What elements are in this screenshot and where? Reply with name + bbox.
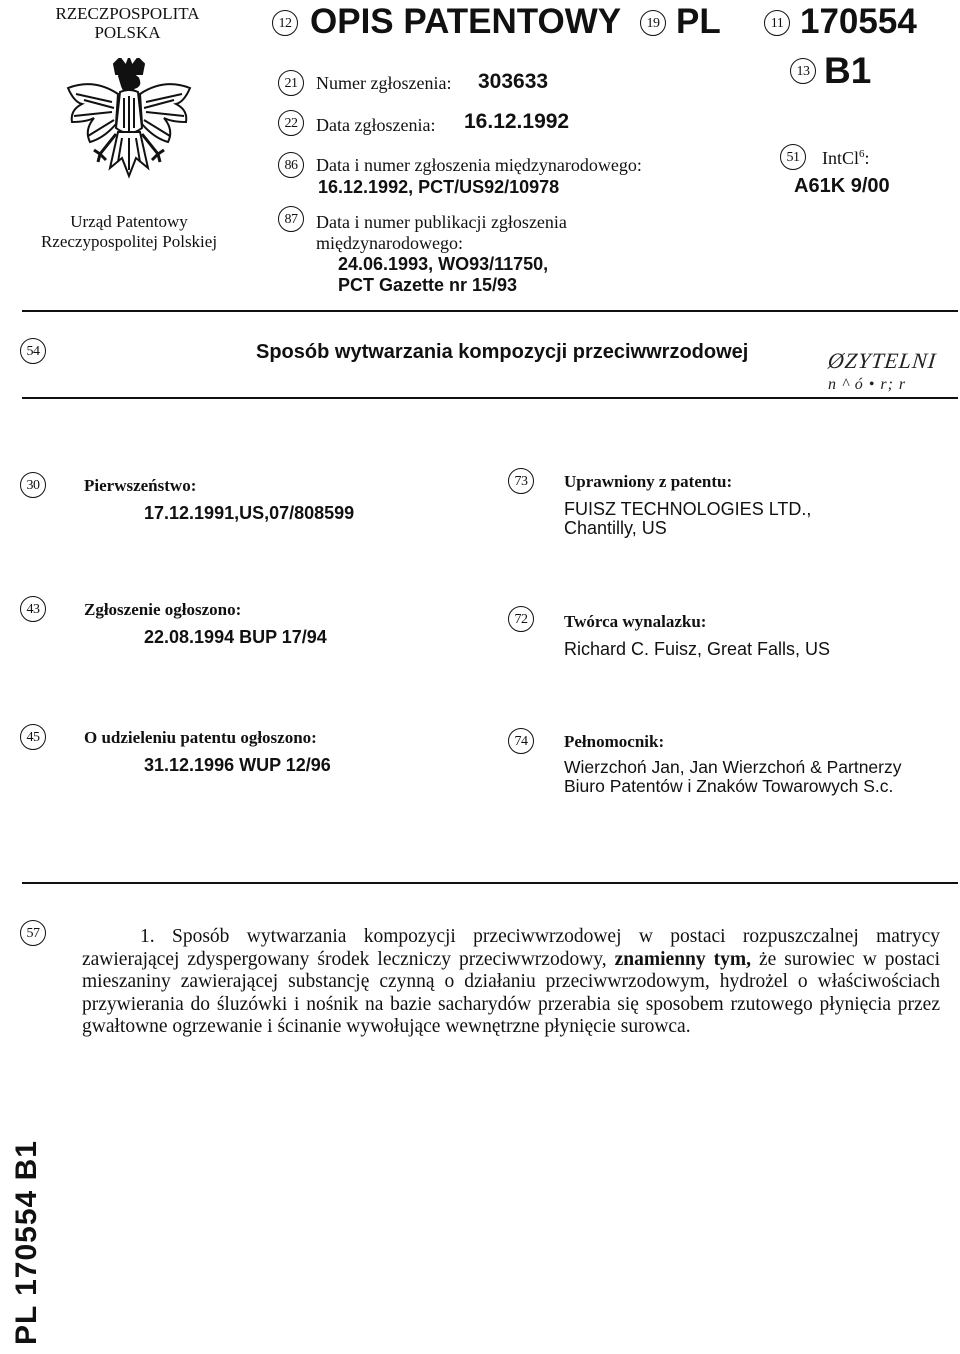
country-line-1: RZECZPOSPOLITA (55, 4, 200, 23)
office-line-2: Rzeczypospolitej Polskiej (40, 232, 218, 251)
inid-code-21: 21 (278, 70, 304, 96)
office-line-1: Urząd Patentowy (70, 212, 188, 231)
patent-number: 170554 (800, 2, 917, 41)
filing-date-label: Data zgłoszenia: (316, 115, 436, 135)
claim-text (82, 926, 940, 1039)
int-class-edition: 6 (859, 148, 865, 160)
inid-code-22: 22 (278, 110, 304, 136)
header-separator (22, 310, 958, 312)
int-class-label-text: IntCl (822, 148, 860, 168)
announcement-value: 22.08.1994 BUP 17/94 (144, 627, 327, 647)
inid-code-54: 54 (20, 338, 46, 364)
invention-title: Sposób wytwarzania kompozycji przeciwwrzodowej (256, 341, 749, 363)
kind-code: B1 (824, 50, 872, 91)
inid-code-11: 11 (764, 10, 790, 36)
biblio-separator (22, 882, 958, 884)
stamp-line-2: n ^ ó • r; r (828, 376, 907, 393)
eagle-emblem-icon (64, 58, 194, 192)
title-separator (22, 397, 958, 399)
priority-value: 17.12.1991,US,07/808599 (144, 503, 355, 523)
int-class-colon: : (864, 148, 870, 168)
application-number: 303633 (478, 70, 549, 93)
inid-code-72: 72 (508, 606, 534, 632)
inid-code-87: 87 (278, 206, 304, 232)
grant-announcement-value: 31.12.1996 WUP 12/96 (144, 755, 331, 775)
inid-code-30: 30 (20, 472, 46, 498)
inid-code-51: 51 (780, 144, 806, 170)
inid-code-13: 13 (790, 58, 816, 84)
library-stamp (828, 350, 948, 396)
claim-text-end: że surowiec w postaci mieszaniny zawierającej substancję czynną o działaniu przeciwwrzodowym, hydrożel o właściwościach przywierania do śluzówki i nośnik na bazie sacharydów przerabia się sposobem rzutowego płynięcia przez gwałtowne ogrzewanie i ścinanie wywołujące wewnętrzne płynięcie surowca. (82, 948, 941, 1038)
side-patent-label: PL 170554 B1 (10, 1140, 43, 1345)
document-title: OPIS PATENTOWY (310, 2, 622, 41)
inventor-value: Richard C. Fuisz, Great Falls, US (564, 639, 831, 659)
intl-publication-label (316, 212, 567, 254)
stamp-line-1: ØZYTELNI (826, 348, 938, 373)
filing-date: 16.12.1992 (464, 110, 570, 133)
attorney-label: Pełnomocnik: (564, 732, 665, 751)
inid-code-74: 74 (508, 728, 534, 754)
inventor-label: Twórca wynalazku: (564, 612, 707, 631)
intl-publication-label-2: międzynarodowego: (316, 233, 463, 253)
inid-code-73: 73 (508, 468, 534, 494)
inid-code-43: 43 (20, 596, 46, 622)
attorney (564, 758, 902, 796)
intl-publication-value-1: 24.06.1993, WO93/11750, (338, 254, 549, 274)
patent-office-name (14, 212, 244, 252)
owner-name: FUISZ TECHNOLOGIES LTD., (564, 499, 812, 519)
inid-code-19: 19 (640, 10, 666, 36)
intl-filing-value: 16.12.1992, PCT/US92/10978 (318, 177, 560, 197)
attorney-name: Wierzchoń Jan, Jan Wierzchoń & Partnerzy (564, 757, 902, 777)
grant-announcement-label: O udzieleniu patentu ogłoszono: (84, 728, 317, 747)
attorney-office: Biuro Patentów i Znaków Towarowych S.c. (564, 776, 894, 796)
intl-publication-value (338, 254, 548, 296)
inid-code-45: 45 (20, 724, 46, 750)
country-line-2: POLSKA (94, 23, 161, 42)
inid-code-12: 12 (272, 10, 298, 36)
inid-code-57: 57 (20, 920, 46, 946)
owner-location: Chantilly, US (564, 518, 667, 538)
int-class-value: A61K 9/00 (794, 175, 890, 197)
intl-filing-label: Data i numer zgłoszenia międzynarodowego: (316, 155, 642, 175)
claim-characterizing-phrase: znamienny tym, (614, 948, 752, 970)
application-number-label: Numer zgłoszenia: (316, 73, 452, 93)
owner-label: Uprawniony z patentu: (564, 472, 733, 491)
int-class-label (822, 142, 870, 170)
claim-text-start: 1. Sposób wytwarzania kompozycji przeciwwrzodowej w postaci rozpuszczalnej matrycy zawierającej zdyspergowany środek leczniczy przeciwwrzodowy, (82, 926, 940, 970)
country-code: PL (676, 2, 721, 41)
inid-code-86: 86 (278, 152, 304, 178)
intl-publication-value-2: PCT Gazette nr 15/93 (338, 275, 518, 295)
owner (564, 500, 811, 538)
intl-publication-label-1: Data i numer publikacji zgłoszenia (316, 212, 567, 232)
country-name (40, 4, 215, 42)
announcement-label: Zgłoszenie ogłoszono: (84, 600, 242, 619)
priority-label: Pierwszeństwo: (84, 476, 197, 495)
